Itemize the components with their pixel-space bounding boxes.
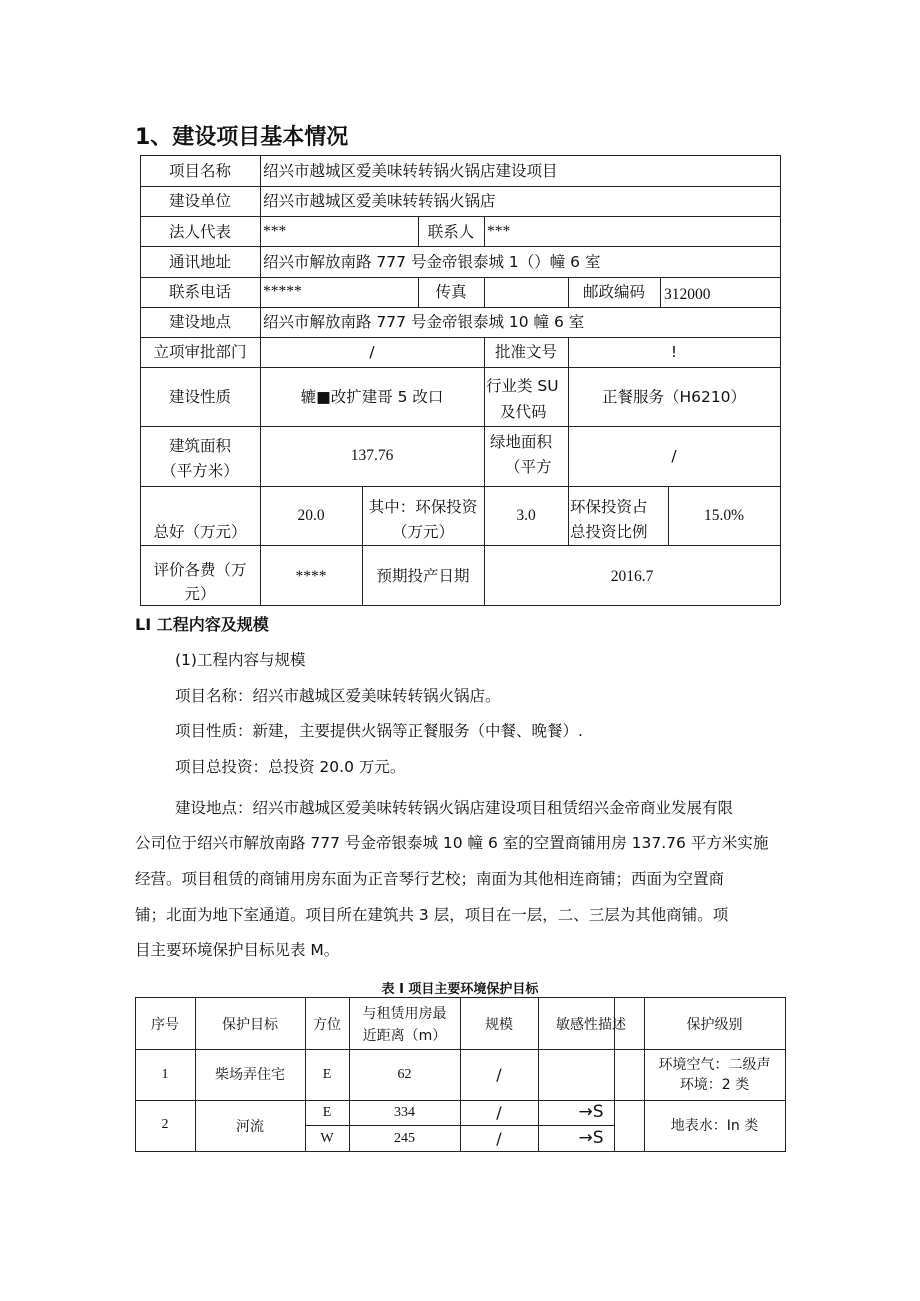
para-total-invest: 项目总投资：总投资 20.0 万元。 bbox=[175, 758, 406, 776]
value-eval-fee: **** bbox=[295, 568, 327, 585]
label-green-area-b: （平方 bbox=[505, 458, 552, 476]
t2-row2-sensitivity-a: →S bbox=[578, 1102, 604, 1122]
t2-header-no: 序号 bbox=[151, 1017, 179, 1033]
t2-header-scale: 规模 bbox=[485, 1017, 513, 1033]
para-site-line5: 目主要环境保护目标见表 M。 bbox=[135, 941, 340, 959]
label-total-invest: 总好（万元） bbox=[153, 523, 247, 541]
t2-row2-direction-a: E bbox=[322, 1105, 332, 1120]
t2-header-distance-b: 近距离（m） bbox=[362, 1028, 447, 1044]
label-approval-no: 批准文号 bbox=[494, 343, 557, 361]
t2-row1-direction: E bbox=[322, 1067, 332, 1082]
t2-row2-no: 2 bbox=[161, 1117, 169, 1132]
label-legal-rep: 法人代表 bbox=[168, 223, 231, 241]
page-heading: 1、建设项目基本情况 bbox=[135, 125, 349, 150]
label-green-area-a: 绿地面积 bbox=[490, 433, 553, 451]
value-builder: 绍兴市越城区爱美味转转锅火锅店 bbox=[263, 192, 496, 210]
value-green-area: / bbox=[671, 447, 677, 465]
value-floor-area: 137.76 bbox=[350, 447, 394, 464]
label-env-ratio-b: 总投资比例 bbox=[570, 523, 648, 541]
label-contact: 联系人 bbox=[427, 223, 475, 241]
label-env-ratio-a: 环保投资占 bbox=[570, 498, 648, 516]
value-project-name: 绍兴市越城区爱美味转转锅火锅店建设项目 bbox=[263, 162, 558, 180]
t2-header-sensitivity: 敏感性描述 bbox=[556, 1017, 626, 1033]
t2-row1-distance: 62 bbox=[397, 1067, 412, 1082]
t2-row2-distance-a: 334 bbox=[394, 1105, 415, 1120]
t2-row2-scale-b: / bbox=[496, 1129, 502, 1148]
section-title: LI 工程内容及规模 bbox=[135, 615, 269, 634]
t2-row1-level-a: 环境空气：二级声 bbox=[658, 1057, 771, 1073]
para-project-name: 项目名称：绍兴市越城区爱美味转转锅火锅店。 bbox=[175, 687, 501, 705]
value-nature: 辘■改扩建哥 5 改口 bbox=[300, 388, 444, 406]
value-env-ratio: 15.0% bbox=[703, 507, 745, 524]
label-floor-area-b: （平方米） bbox=[161, 462, 239, 480]
label-builder: 建设单位 bbox=[168, 192, 231, 210]
t2-row2-level: 地表水：In 类 bbox=[670, 1118, 759, 1134]
label-eval-fee-a: 评价各费（万 bbox=[153, 561, 247, 579]
label-phone: 联系电话 bbox=[168, 283, 231, 301]
t2-row1-no: 1 bbox=[161, 1067, 169, 1082]
para-site-line2: 公司位于绍兴市解放南路 777 号金帝银泰城 10 幢 6 室的空置商铺用房 137.76 平方米实施 bbox=[135, 834, 769, 852]
label-start-date: 预期投产日期 bbox=[376, 567, 470, 585]
label-industry-b: 及代码 bbox=[500, 403, 547, 421]
t2-row1-level-b: 环境：2 类 bbox=[679, 1077, 750, 1093]
value-approval-no: ! bbox=[670, 343, 678, 361]
label-address: 通讯地址 bbox=[168, 253, 231, 271]
t2-row2-direction-b: W bbox=[320, 1131, 334, 1146]
value-site: 绍兴市解放南路 777 号金帝银泰城 10 幢 6 室 bbox=[263, 313, 585, 331]
t2-header-target: 保护目标 bbox=[222, 1017, 278, 1033]
value-postcode: 312000 bbox=[664, 286, 711, 303]
label-env-invest-b: （万元） bbox=[391, 523, 454, 541]
value-phone: ***** bbox=[263, 283, 302, 300]
value-legal-rep: *** bbox=[263, 223, 287, 240]
value-approval-dept: / bbox=[369, 343, 375, 361]
label-env-invest-a: 其中：环保投资 bbox=[368, 498, 478, 516]
label-project-name: 项目名称 bbox=[168, 162, 231, 180]
label-floor-area-a: 建筑面积 bbox=[168, 437, 231, 455]
t2-row2-target: 河流 bbox=[236, 1119, 264, 1135]
table2-caption: 表 I 项目主要环境保护目标 bbox=[381, 982, 539, 997]
para-project-nature: 项目性质：新建，主要提供火锅等正餐服务（中餐、晚餐）. bbox=[175, 722, 583, 740]
value-env-invest: 3.0 bbox=[516, 507, 536, 524]
label-postcode: 邮政编码 bbox=[582, 283, 645, 301]
label-site: 建设地点 bbox=[168, 313, 231, 331]
t2-row2-scale-a: / bbox=[496, 1103, 502, 1122]
label-industry-a: 行业类 SU bbox=[486, 377, 559, 395]
value-industry: 正餐服务（H6210） bbox=[601, 388, 747, 406]
t2-row1-scale: / bbox=[496, 1065, 502, 1084]
para-site-line1: 建设地点：绍兴市越城区爱美味转转锅火锅店建设项目租赁绍兴金帝商业发展有限 bbox=[175, 799, 734, 817]
t2-header-distance-a: 与租赁用房最 bbox=[362, 1006, 447, 1022]
value-start-date: 2016.7 bbox=[610, 568, 654, 585]
t2-header-direction: 方位 bbox=[313, 1017, 341, 1033]
label-fax: 传真 bbox=[435, 283, 467, 301]
t2-row2-sensitivity-b: →S bbox=[578, 1128, 604, 1148]
label-approval-dept: 立项审批部门 bbox=[153, 343, 247, 361]
value-total-invest: 20.0 bbox=[297, 507, 325, 524]
t2-header-level: 保护级别 bbox=[686, 1017, 743, 1033]
t2-row2-distance-b: 245 bbox=[394, 1131, 415, 1146]
para-site-line3: 经营。项目租赁的商铺用房东面为正音琴行艺校；南面为其他相连商铺；西面为空置商 bbox=[135, 870, 725, 888]
t2-row1-target: 柴场弄住宅 bbox=[215, 1067, 285, 1083]
value-contact: *** bbox=[487, 223, 511, 240]
para-site-line4: 铺；北面为地下室通道。项目所在建筑共 3 层，项目在一层，二、三层为其他商铺。项 bbox=[135, 906, 729, 924]
label-nature: 建设性质 bbox=[168, 388, 231, 406]
value-address: 绍兴市解放南路 777 号金帝银泰城 1（）幢 6 室 bbox=[263, 253, 601, 271]
para-content-scale: (1)工程内容与规模 bbox=[175, 651, 306, 669]
label-eval-fee-b: 元） bbox=[184, 585, 216, 603]
